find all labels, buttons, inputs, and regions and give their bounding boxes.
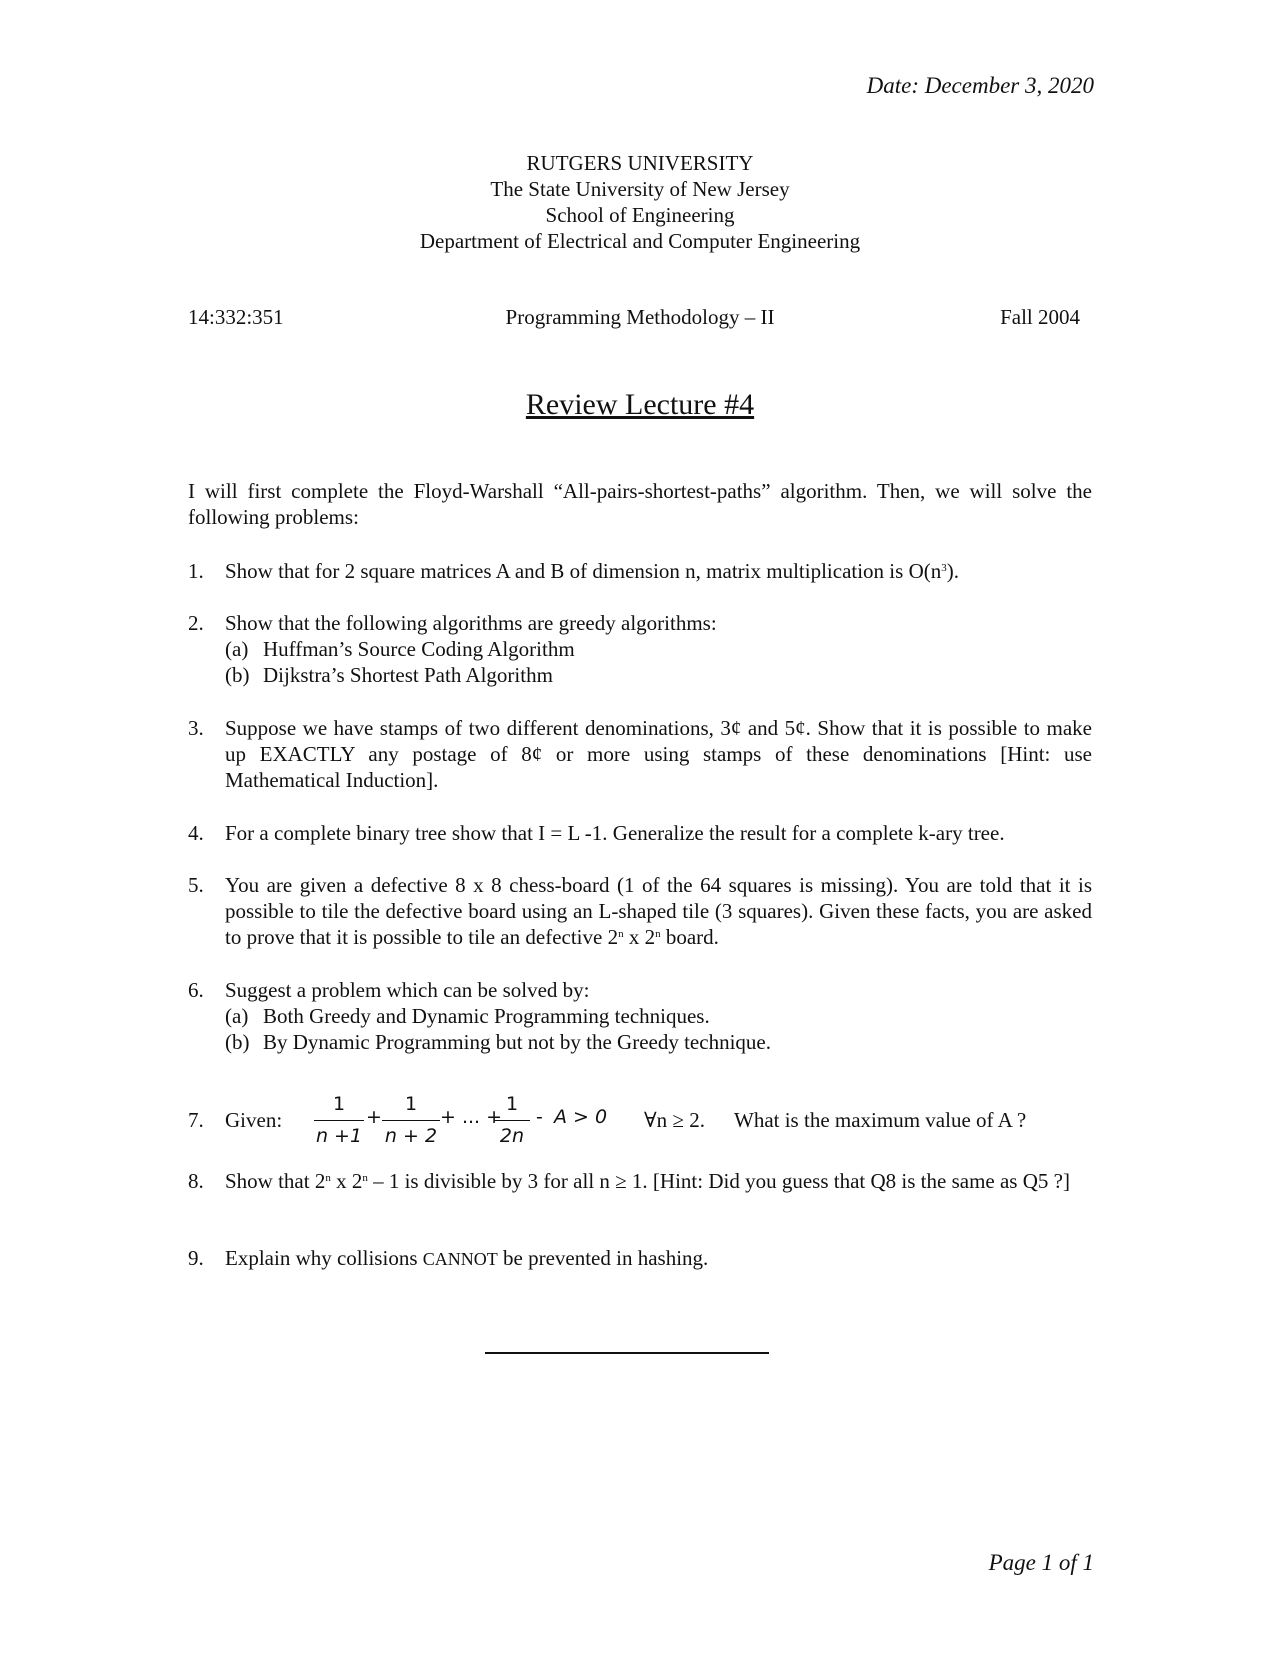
sub-label: (b) <box>225 663 250 687</box>
end-rule <box>485 1352 769 1354</box>
sub-item-a <box>225 636 1092 662</box>
school-name: School of Engineering <box>545 203 735 227</box>
question-text-tail: ). <box>946 559 959 583</box>
minus-sign: - <box>536 1106 543 1128</box>
question-1 <box>188 558 1092 584</box>
superscript: 3 <box>941 562 947 574</box>
question-2 <box>188 610 1092 688</box>
numerator: 1 <box>494 1090 530 1121</box>
question-9 <box>188 1245 1092 1272</box>
sub-text: By Dynamic Programming but not by the Greedy technique. <box>263 1030 771 1054</box>
question-number: 7. <box>188 1108 204 1132</box>
state-line: The State University of New Jersey <box>490 177 790 201</box>
sub-label: (a) <box>225 637 249 661</box>
sub-label: (b) <box>225 1030 250 1054</box>
denominator: n + 2 <box>384 1125 438 1147</box>
page-number: Page 1 of 1 <box>988 1550 1094 1575</box>
plus-sign: + <box>366 1106 382 1128</box>
superscript: n <box>362 1172 368 1184</box>
question-text: Show that the following algorithms are greedy algorithms: <box>225 611 717 635</box>
denominator: 2n <box>499 1125 525 1147</box>
question-5 <box>188 872 1092 950</box>
question-4 <box>188 820 1092 846</box>
course-term: Fall 2004 <box>1000 305 1080 329</box>
question-text: Suppose we have stamps of two different denominations, 3¢ and 5¢. Show that it is possible to make up EXACTLY any postage of 8¢ or more using stamps of these denominations [Hint: use Mathematical Induction]. <box>225 716 1092 792</box>
fraction-3 <box>494 1090 530 1149</box>
question-number: 6. <box>188 978 204 1002</box>
question-text: You are given a defective 8 x 8 chess-board (1 of the 64 squares is missing). You are told that it is possible to tile the defective board using an L-shaped tile (3 squares). Given these facts, you are asked to prove that it is possible to tile an defective 2 <box>225 873 1092 949</box>
question-3 <box>188 715 1092 793</box>
sub-item-b <box>225 662 1092 688</box>
question-number: 5. <box>188 873 204 897</box>
numerator: 1 <box>382 1090 440 1121</box>
question-7 <box>188 1090 1092 1150</box>
sub-text: Both Greedy and Dynamic Programming techniques. <box>263 1004 710 1028</box>
given-label: Given: <box>225 1108 283 1132</box>
university-name: RUTGERS UNIVERSITY <box>526 151 754 175</box>
question-6 <box>188 977 1092 1055</box>
question-text: Show that 2 <box>225 1169 326 1193</box>
sub-label: (a) <box>225 1004 249 1028</box>
question-number: 8. <box>188 1169 204 1193</box>
question-text: Suggest a problem which can be solved by: <box>225 978 590 1002</box>
course-code: 14:332:351 <box>188 305 284 329</box>
denominator: n +1 <box>315 1125 363 1147</box>
superscript: n <box>325 1172 331 1184</box>
department-name: Department of Electrical and Computer Engineering <box>419 229 861 253</box>
intro-paragraph: I will first complete the Floyd-Warshall “All-pairs-shortest-paths” algorithm. Then, we will solve the following problems: <box>188 479 1092 529</box>
superscript: n <box>655 928 661 940</box>
question-text-mid: x 2 <box>623 925 656 949</box>
question-number: 9. <box>188 1246 204 1270</box>
inequality-rhs: A > 0 <box>554 1106 608 1128</box>
question-text: Explain why collisions <box>225 1246 423 1270</box>
ellipsis-sum: + ... + <box>440 1106 503 1128</box>
question-text: Show that for 2 square matrices A and B of dimension n, matrix multiplication is O(n <box>225 559 942 583</box>
forall-condition: ∀n ≥ 2. <box>644 1108 705 1132</box>
sub-text: Dijkstra’s Shortest Path Algorithm <box>263 663 553 687</box>
sub-text: Huffman’s Source Coding Algorithm <box>263 637 575 661</box>
numerator: 1 <box>314 1090 364 1121</box>
question-text-tail: – 1 is divisible by 3 for all n ≥ 1. [Hint: Did you guess that Q8 is the same as Q5 ?] <box>367 1169 1070 1193</box>
question-number: 1. <box>188 559 204 583</box>
question-text: What is the maximum value of A ? <box>734 1108 1027 1132</box>
course-name: Programming Methodology – II <box>505 305 775 329</box>
question-text-tail: board. <box>660 925 719 949</box>
institution-header <box>0 150 1280 254</box>
question-number: 2. <box>188 611 204 635</box>
page-title: Review Lecture #4 <box>525 388 755 421</box>
question-text-mid: x 2 <box>330 1169 363 1193</box>
date-line: Date: December 3, 2020 <box>866 73 1094 98</box>
question-text: For a complete binary tree show that I = L -1. Generalize the result for a complete k-ary tree. <box>225 821 1005 845</box>
question-number: 4. <box>188 821 204 845</box>
superscript: n <box>618 928 624 940</box>
fraction-2 <box>382 1090 440 1149</box>
sub-item-a <box>225 1003 1092 1029</box>
sub-item-b <box>225 1029 1092 1055</box>
fraction-1 <box>314 1090 364 1149</box>
question-text-tail: be prevented in hashing. <box>497 1246 709 1270</box>
emphasis-caps: CANNOT <box>422 1249 498 1269</box>
question-8 <box>188 1168 1092 1194</box>
question-number: 3. <box>188 716 204 740</box>
